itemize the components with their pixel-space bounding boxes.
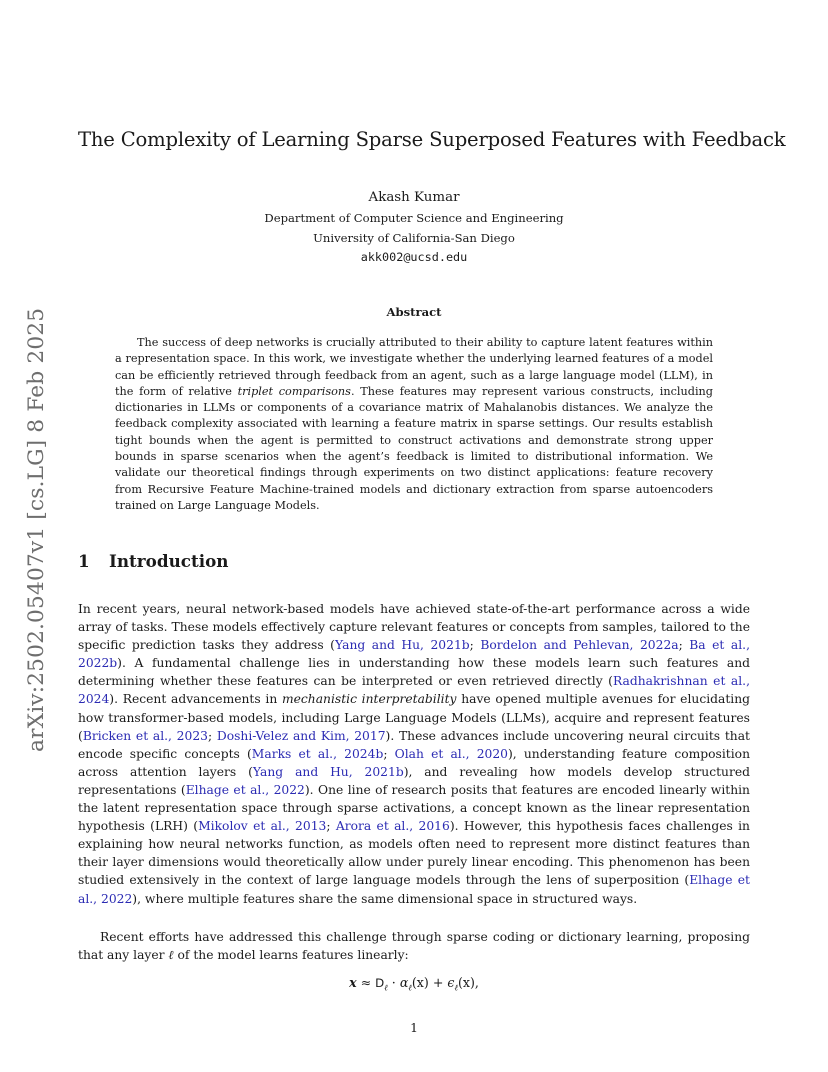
citation-link[interactable]: Olah et al., 2020 — [394, 746, 508, 761]
abstract-emphasis: triplet comparisons — [237, 384, 351, 398]
body-text: Recent efforts have addressed this challenge through sparse coding or dictionary learning, proposing that any layer — [78, 930, 750, 963]
math-symbol: ℓ — [168, 948, 174, 963]
abstract-text: The success of deep networks is crucially attributed to their ability to capture latent features within a representation space. In this work, we investigate whether the underlying learned features of a model can be efficiently retrieved through feedback from an agent, such as a large language model (LLM), in the form of relative — [115, 336, 713, 398]
equation-part: ℓ — [384, 983, 388, 994]
body-text: ), understanding feature composition across attention layers ( — [78, 746, 751, 779]
author-department: Department of Computer Science and Engineering — [264, 211, 564, 225]
intro-paragraph — [78, 928, 750, 964]
arxiv-sidebar — [20, 292, 54, 752]
citation-link[interactable]: Arora et al., 2016 — [335, 819, 450, 834]
equation-part: (x) — [411, 975, 429, 990]
body-text: In recent years, neural network-based models have achieved state-of-the-art performance across a wide array of tasks. These models effectively capture relevant features or concepts from samples, tailored to the specific prediction tasks they address ( — [78, 602, 750, 653]
body-text: ). A fundamental challenge lies in understanding how these models learn such features and determining whether these features can be interpreted or even retrieved directly ( — [78, 656, 750, 689]
body-text: ), where multiple features share the same dimensional space in structured ways. — [132, 891, 638, 906]
equation-part: α — [399, 975, 409, 990]
body-text: ). These advances include uncovering neural circuits that encode specific concepts ( — [78, 728, 750, 761]
equation-part: · — [387, 975, 400, 990]
citation-link[interactable]: Radhakrishnan et al., 2024 — [78, 674, 750, 707]
body-text: ; — [469, 638, 481, 653]
abstract-text: . These features may represent various constructs, including dictionaries in LLMs or components of a covariance matrix of Mahalanobis distances. We analyze the feedback complexity associated with learning a feature matrix in sparse settings. Our results establish tight bounds when the agent is permitted to construct activations and demonstrate strong upper bounds in sparse scenarios when the agent’s feedback is limited to distributional information. We validate our theoretical findings through experiments on two distinct applications: feature recovery from Recursive Feature Machine-trained models and dictionary extraction from sparse autoencoders trained on Large Language Models. — [115, 384, 713, 512]
author-email: akk002@ucsd.edu — [360, 250, 468, 264]
citation-link[interactable]: Bricken et al., 2023 — [82, 728, 208, 743]
equation-part: ℓ — [454, 983, 458, 994]
citation-link[interactable]: Yang and Hu, 2021b — [252, 764, 404, 779]
citation-link[interactable]: Bordelon and Pehlevan, 2022a — [480, 638, 679, 653]
citation-link[interactable]: Mikolov et al., 2013 — [198, 819, 327, 834]
equation — [78, 975, 750, 994]
citation-link[interactable]: Marks et al., 2024b — [251, 746, 384, 761]
body-text: have opened multiple avenues for elucidating how transformer-based models, including Large Language Models (LLMs), acquire and represent features ( — [78, 692, 751, 743]
equation-part: D — [375, 976, 385, 990]
author-university: University of California-San Diego — [313, 231, 515, 245]
body-text: ). One line of research posits that features are encoded linearly within the latent representation space through sparse activations, a concept known as the linear representation hypothesis (LRH) ( — [78, 782, 750, 834]
body-text: ). Recent advancements in — [109, 692, 282, 707]
equation-part: + — [428, 975, 448, 990]
section-number: 1 — [78, 551, 90, 571]
author-name: Akash Kumar — [368, 190, 460, 205]
equation-part: (x), — [457, 975, 479, 990]
section-title: Introduction — [109, 551, 229, 571]
citation-link[interactable]: Ba et al., 2022b — [78, 638, 750, 671]
body-text: ; — [326, 819, 336, 834]
arxiv-identifier: arXiv:2502.05407v1 [cs.LG] 8 Feb 2025 — [24, 307, 49, 752]
equation-part: ≈ — [356, 975, 376, 990]
citation-link[interactable]: Yang and Hu, 2021b — [334, 638, 470, 653]
citation-link[interactable]: Doshi-Velez and Kim, 2017 — [216, 728, 386, 743]
paper-title: The Complexity of Learning Sparse Superposed Features with Feedback — [78, 128, 786, 151]
body-text: ). However, this hypothesis faces challenges in explaining how neural networks function, as models often need to represent more distinct features than their layer dimensions would theoretically allow under purely linear encoding. This phenomenon has been studied extensively in the context of large language models through the lens of superposition ( — [78, 819, 750, 888]
equation-part: x — [349, 975, 357, 990]
body-text: ; — [383, 746, 395, 761]
citation-link[interactable]: Elhage et al., 2022 — [78, 873, 750, 906]
section-heading — [78, 551, 229, 571]
body-text: ; — [678, 638, 690, 653]
citation-link[interactable]: Elhage et al., 2022 — [185, 782, 305, 797]
abstract-heading: Abstract — [386, 305, 442, 319]
body-text: ; — [207, 728, 217, 743]
equation-part: ϵ — [447, 975, 455, 990]
equation-part: ℓ — [408, 983, 412, 994]
abstract-body — [115, 335, 713, 514]
body-text: of the model learns features linearly: — [173, 948, 409, 963]
emphasis-text: mechanistic interpretability — [281, 692, 457, 707]
intro-paragraph — [78, 600, 750, 908]
page-number: 1 — [410, 1021, 418, 1035]
body-text: ), and revealing how models develop structured representations ( — [78, 764, 750, 797]
